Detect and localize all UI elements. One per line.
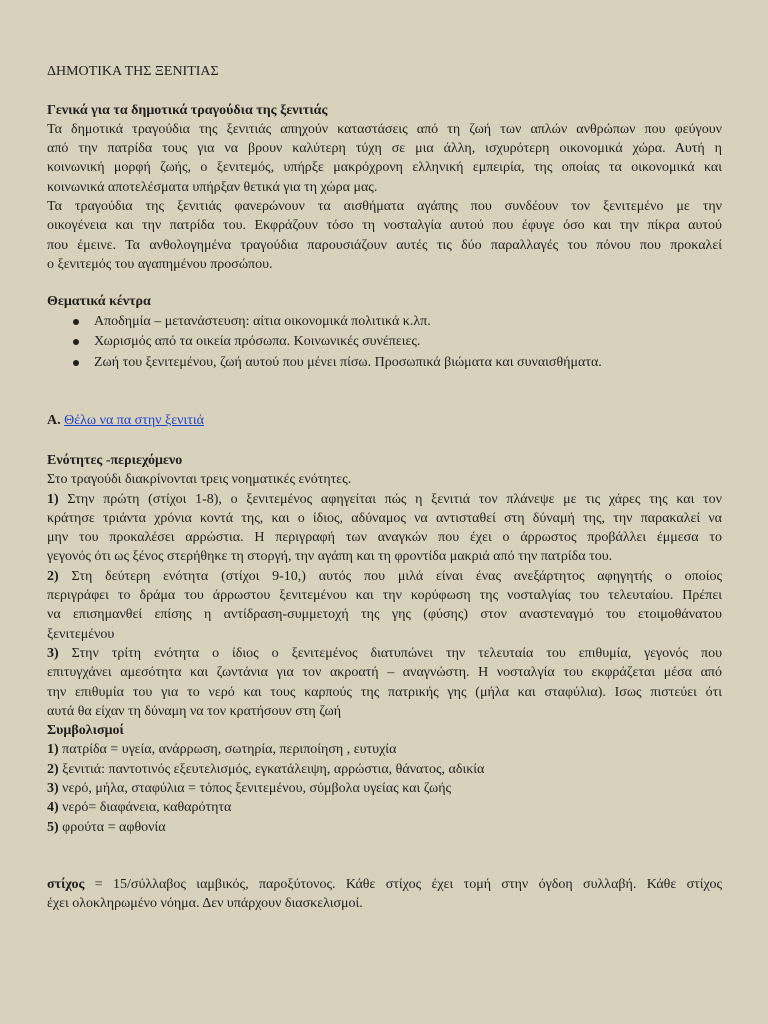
symbol-text: νερό, μήλα, σταφύλια = τόπος ξενιτεμένου, σύμβολα υγείας και ζωής — [62, 781, 452, 796]
unit-line — [47, 567, 722, 586]
unit-text: Στη δεύτερη ενότητα (στίχοι 9-10,) αυτός που μιλά είναι ένας ανεξάρτητος αφηγητής ο οποίος — [71, 568, 723, 584]
themes-heading: Θεματικά κέντρα — [47, 294, 151, 310]
units-heading: Ενότητες -περιεχόμενο — [47, 452, 183, 468]
symbols-heading: Συμβολισμοί — [47, 723, 124, 739]
verse-text: = 15/σύλλαβος ιαμβικός, παροξύτονος. Κάθε στίχος έχει τομή στην όγδοη συλλαβή. Κάθε στίχος — [94, 876, 722, 892]
spacer — [47, 81, 722, 100]
symbol-number: 4) — [47, 800, 59, 816]
bullet-item — [47, 353, 722, 374]
paragraph-line: από την πατρίδα τους για να βρουν καλύτερη τύχη σε μια άλλη, ισχυρότερη οικονομικά χώρα. Αυτή η — [47, 141, 722, 157]
unit-line: μην του προκαλέσει αρρώστια. Η περιγραφή των αναγκών που έχει ο άρρωστος προβάλλει έμμεσα το — [47, 530, 722, 546]
symbol-text: πατρίδα = υγεία, ανάρρωση, σωτηρία, περιποίηση , ευτυχία — [62, 742, 397, 758]
paragraph-line: κοινωνικά αποτελέσματα υπήρξαν θετικά για τη χώρα μας. — [47, 179, 378, 195]
symbol-number: 2) — [47, 761, 59, 777]
unit-text: Στην τρίτη ενότητα ο ίδιος ο ξενιτεμένος διατυπώνει την τελευταία του επιθυμία, γεγονός που — [71, 645, 723, 661]
unit-line: να επισημανθεί επίσης η αντίδραση-συμμετοχή της γης (φύσης) στον αναστεναγμό του ετοιμοθάνατου — [47, 607, 722, 623]
unit-text: Στην πρώτη (στίχοι 1-8), ο ξενιτεμένος αφηγείται πώς η ξενιτιά τον πλάνεψε με τις χάρες της και τον — [67, 491, 722, 507]
symbol-item — [47, 779, 722, 798]
verse-line — [47, 875, 722, 894]
verse-line: έχει ολοκληρωμένο νόημα. Δεν υπάρχουν διασκελισμοί. — [47, 896, 363, 912]
bullet-icon — [73, 319, 79, 325]
unit-3 — [47, 644, 722, 721]
spacer — [47, 373, 722, 411]
bullet-text: Χωρισμός από τα οικεία πρόσωπα. Κοινωνικές συνέπειες. — [94, 334, 421, 350]
symbols-list — [47, 740, 722, 836]
paragraph-line: κοινωνική μορφή ζωής, ο ξενιτεμός, υπήρξε μακρόχρονη ελληνική εμπειρία, της οποίας τα οικονομικά και — [47, 160, 722, 176]
unit-line: επιτυγχάνει αμεσότητα και ζωντάνια για τον ακροατή – αναγνώστη. Η νοσταλγία του εκφράζεται μέσα από — [47, 665, 722, 681]
paragraph-line: Τα τραγούδια της ξενιτιάς φανερώνουν τα αισθήματα αγάπης που συνδέουν τον ξενιτεμένο με την — [47, 199, 722, 215]
general-heading: Γενικά για τα δημοτικά τραγούδια της ξενιτιάς — [47, 102, 328, 118]
bullet-item — [47, 332, 722, 353]
spacer — [47, 430, 722, 451]
unit-number: 1) — [47, 491, 59, 507]
unit-line — [47, 490, 722, 509]
paragraph-line: που έμεινε. Τα ανθολογημένα τραγούδια παρουσιάζουν αυτές τις δύο παραλλαγές του πόνου που προκαλεί — [47, 237, 722, 253]
unit-line: γεγονός ότι ως ξένος στερήθηκε τη στοργή, την αγάπη και τη φροντίδα μακριά από την πατρίδα του. — [47, 549, 613, 565]
general-paragraph-2 — [47, 197, 722, 274]
section-a-heading — [47, 411, 722, 430]
general-paragraph-1 — [47, 120, 722, 197]
paragraph-line: οικογένεια και την πατρίδα του. Εκφράζουν τόσο τη νοσταλγία αυτού που έφυγε όσο και την πίκρα αυτού — [47, 218, 722, 234]
bullet-icon — [73, 339, 79, 345]
symbol-text: ξενιτιά: παντοτινός εξευτελισμός, εγκατάλειψη, αρρώστια, θάνατος, αδικία — [62, 761, 485, 777]
unit-line: περιγράφει το δράμα του άρρωστου ξενιτεμένου και την κορύφωση της νοσταλγίας του τελευταίου. Πρέπει — [47, 588, 722, 604]
symbol-text: νερό= διαφάνεια, καθαρότητα — [62, 800, 232, 816]
symbol-number: 3) — [47, 781, 59, 796]
paragraph-line: Τα δημοτικά τραγούδια της ξενιτιάς απηχούν καταστάσεις από τη ζωή των απλών ανθρώπων που φεύγουν — [47, 121, 722, 137]
document-body — [47, 62, 722, 913]
symbol-number: 5) — [47, 819, 59, 835]
unit-line: αυτά θα είχαν τη δύναμη να τον κρατήσουν στη ζωή — [47, 703, 342, 719]
bullet-text: Αποδημία – μετανάστευση: αίτια οικονομικά πολιτικά κ.λπ. — [94, 313, 431, 329]
themes-list — [47, 312, 722, 374]
section-label: Α. — [47, 413, 61, 429]
bullet-text: Ζωή του ξενιτεμένου, ζωή αυτού που μένει πίσω. Προσωπικά βιώματα και συναισθήματα. — [94, 354, 602, 370]
verse-section — [47, 875, 722, 914]
verse-label: στίχος — [47, 876, 85, 892]
spacer — [47, 274, 722, 292]
symbol-item — [47, 818, 722, 837]
unit-line: κράτησε τριάντα χρόνια κοντά της, και ο ίδιος, αδύναμος να αντισταθεί στη δύναμή της, την παρακαλεί να — [47, 510, 722, 526]
poem-link[interactable]: Θέλω να πα στην ξενιτιά — [64, 413, 204, 429]
document-title: ΔΗΜΟΤΙΚΑ ΤΗΣ ΞΕΝΙΤΙΑΣ — [47, 64, 219, 79]
unit-line — [47, 644, 722, 663]
bullet-icon — [73, 360, 79, 366]
unit-number: 2) — [47, 568, 59, 584]
unit-1 — [47, 490, 722, 567]
unit-line: ξενιτεμένου — [47, 626, 115, 642]
unit-number: 3) — [47, 645, 59, 661]
unit-2 — [47, 567, 722, 644]
symbol-text: φρούτα = αφθονία — [62, 819, 166, 835]
spacer — [47, 837, 722, 875]
bullet-item — [47, 312, 722, 333]
symbol-item — [47, 798, 722, 817]
symbol-item — [47, 740, 722, 759]
paragraph-line: ο ξενιτεμός του αγαπημένου προσώπου. — [47, 256, 273, 272]
units-intro: Στο τραγούδι διακρίνονται τρεις νοηματικές ενότητες. — [47, 472, 352, 488]
unit-line: την επιθυμία του για το νερό και τους καρπούς της πατρικής γης (μήλα και σταφύλια). Ισως πιστεύει ότι — [47, 684, 722, 700]
symbol-number: 1) — [47, 742, 59, 758]
symbol-item — [47, 760, 722, 779]
